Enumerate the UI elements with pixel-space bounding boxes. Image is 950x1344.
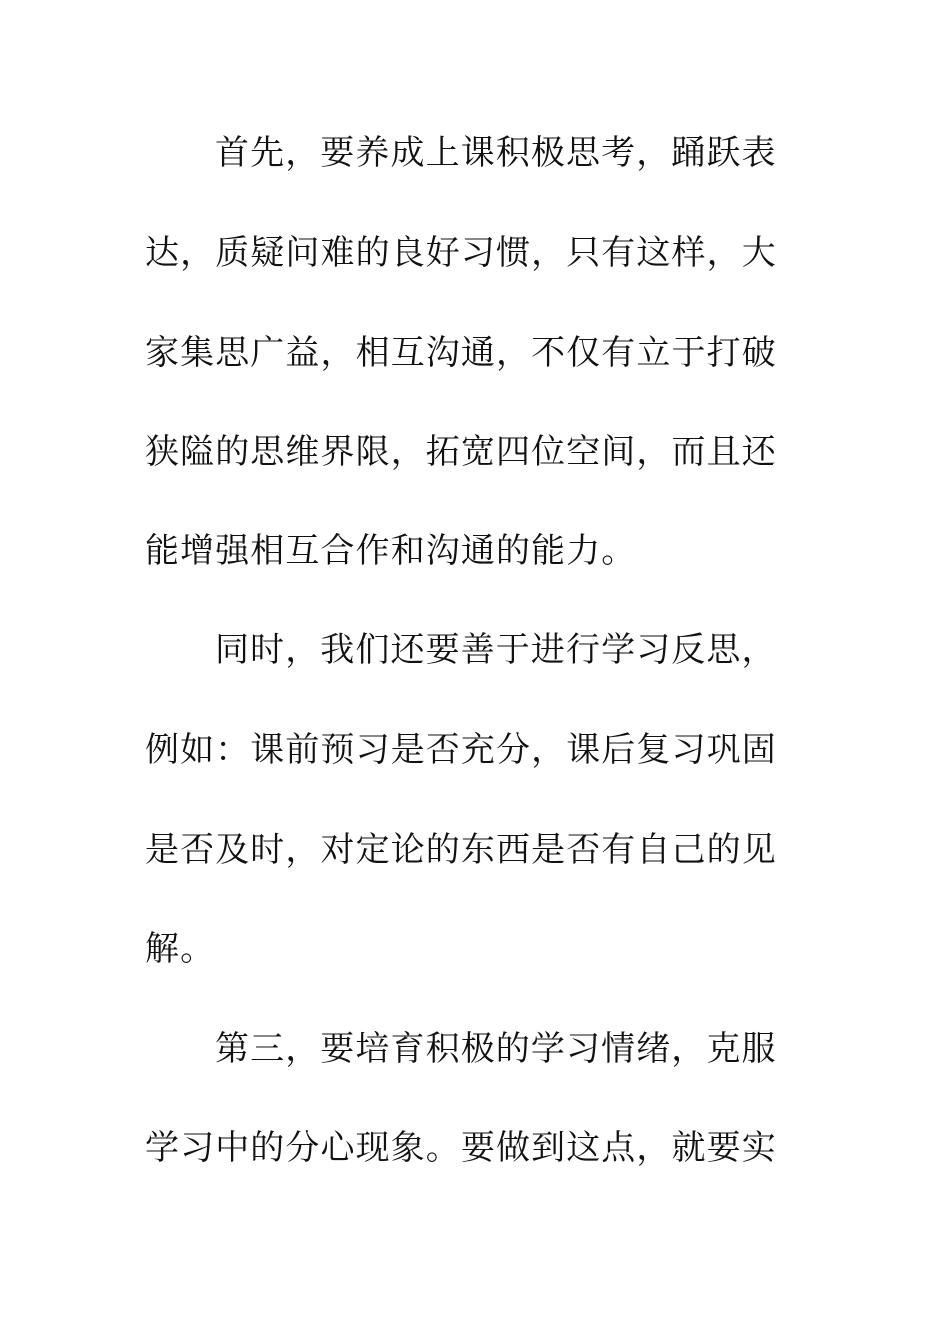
paragraph-line: 狭隘的思维界限，拓宽四位空间，而且还 — [145, 432, 777, 472]
paragraph-line: 例如：课前预习是否充分，课后复习巩固 — [145, 730, 777, 770]
paragraph-line: 第三，要培育积极的学习情绪，克服 — [215, 1029, 777, 1069]
paragraph-line: 学习中的分心现象。要做到这点，就要实 — [145, 1128, 777, 1168]
paragraph-line: 是否及时，对定论的东西是否有自己的见 — [145, 830, 777, 870]
paragraph-line: 首先，要养成上课积极思考，踊跃表 — [215, 133, 777, 173]
paragraph-line: 解。 — [145, 929, 216, 969]
paragraph-line: 达，质疑问难的良好习惯，只有这样，大 — [145, 233, 777, 273]
paragraph-line: 家集思广益，相互沟通，不仅有立于打破 — [145, 333, 777, 373]
paragraph-line: 同时，我们还要善于进行学习反思， — [215, 630, 777, 670]
paragraph-line: 能增强相互合作和沟通的能力。 — [145, 531, 637, 571]
